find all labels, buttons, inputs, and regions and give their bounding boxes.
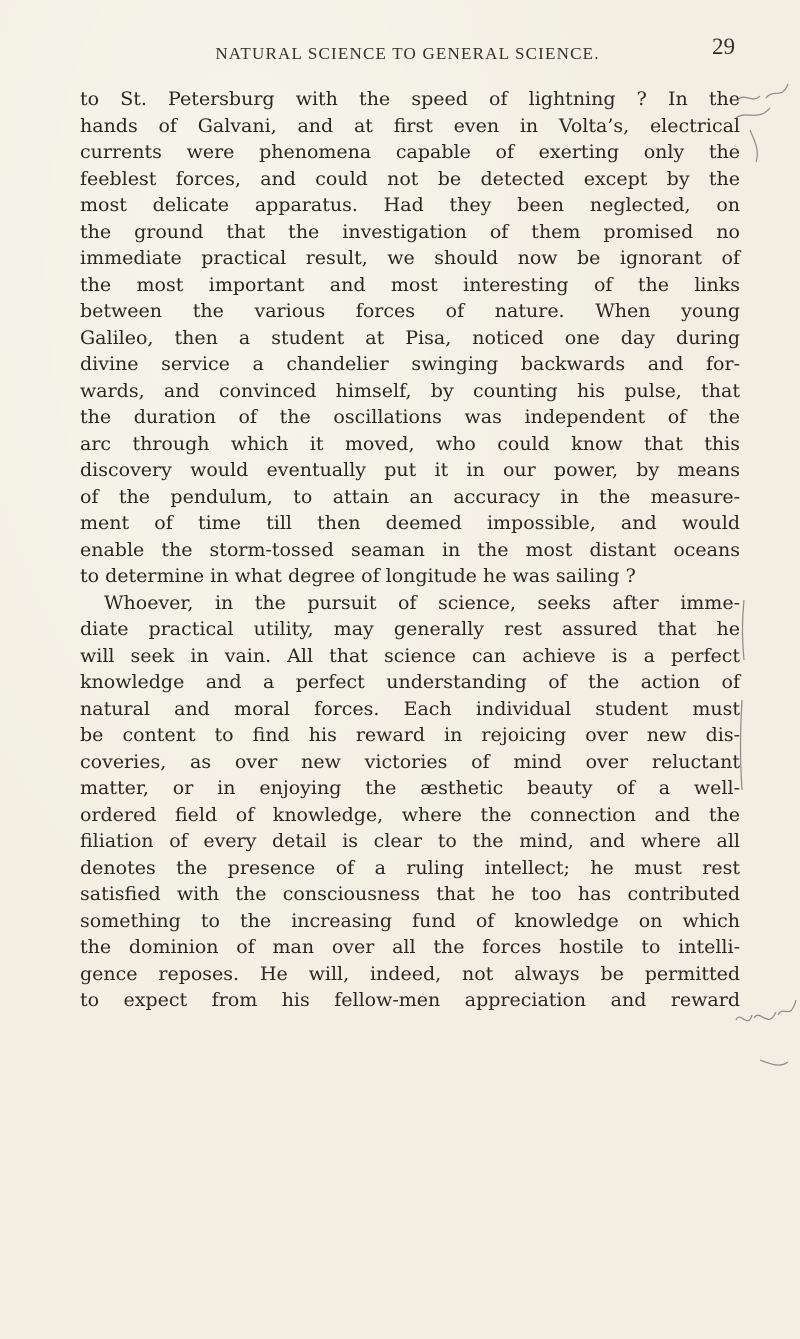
text-line: the ground that the investigation of them promised no [80,220,740,243]
text-line: most delicate apparatus. Had they been neglected, on [80,194,740,216]
text-line: feeblest forces, and could not be detected except by the [80,167,740,190]
text-line: be content to find his reward in rejoicing over new dis- [80,724,740,746]
text-line: natural and moral forces. Each individual student must [80,697,740,720]
text-line: filiation of every detail is clear to the mind, and where all [80,830,740,852]
text-line: something to the increasing fund of knowledge on which [80,909,740,932]
text-line: divine service a chandelier swinging backwards and for- [80,353,740,375]
pencil-mark-top [736,84,788,162]
text-line: gence reposes. He will, indeed, not always be permitted [80,962,740,985]
text-line: enable the storm-tossed seaman in the most distant oceans [80,538,740,561]
text-line: the dominion of man over all the forces hostile to intelli- [80,936,740,958]
text-line: matter, or in enjoying the æsthetic beauty of a well- [80,777,740,799]
text-line: ment of time till then deemed impossible, and would [80,512,740,534]
text-line: immediate practical result, we should now be ignorant of [80,247,740,269]
text-line: satisfied with the consciousness that he too has contributed [80,883,740,905]
text-line: diate practical utility, may generally rest assured that he [80,618,740,640]
text-line: between the various forces of nature. When young [80,300,740,322]
text-line: denotes the presence of a ruling intellect; he must rest [80,856,740,879]
paragraph-start-line: Whoever, in the pursuit of science, seeks after imme- [104,591,740,614]
page-number: 29 [712,34,735,59]
text-line: to St. Petersburg with the speed of lightning ? In the [80,88,740,110]
text-line: knowledge and a perfect understanding of the action of [80,671,740,693]
pencil-line-margin [741,600,745,790]
text-line: discovery would eventually put it in our power, by means [80,459,740,481]
paragraph-end-line: to determine in what degree of longitude he was sailing ? [80,565,636,587]
pencil-mark-bottom [736,1000,796,1065]
text-line: Galileo, then a student at Pisa, noticed one day during [80,326,740,349]
text-line: wards, and convinced himself, by counting his pulse, that [80,379,740,402]
text-line: ordered field of knowledge, where the connection and the [80,803,740,826]
text-line: the most important and most interesting of the links [80,273,740,296]
pencil-marginalia [730,0,800,1339]
text-line: the duration of the oscillations was independent of the [80,406,740,428]
text-line: will seek in vain. All that science can achieve is a perfect [80,644,740,667]
running-head [80,34,735,68]
body-text [80,86,740,1014]
text-line: coveries, as over new victories of mind over reluctant [80,750,740,773]
text-line: arc through which it moved, who could know that this [80,432,740,455]
running-title: NATURAL SCIENCE TO GENERAL SCIENCE. [215,44,600,63]
text-line: of the pendulum, to attain an accuracy in the measure- [80,485,740,508]
text-line: currents were phenomena capable of exerting only the [80,141,740,163]
text-line: to expect from his fellow-men appreciation and reward [80,989,740,1011]
text-line: hands of Galvani, and at first even in Volta’s, electrical [80,114,740,137]
